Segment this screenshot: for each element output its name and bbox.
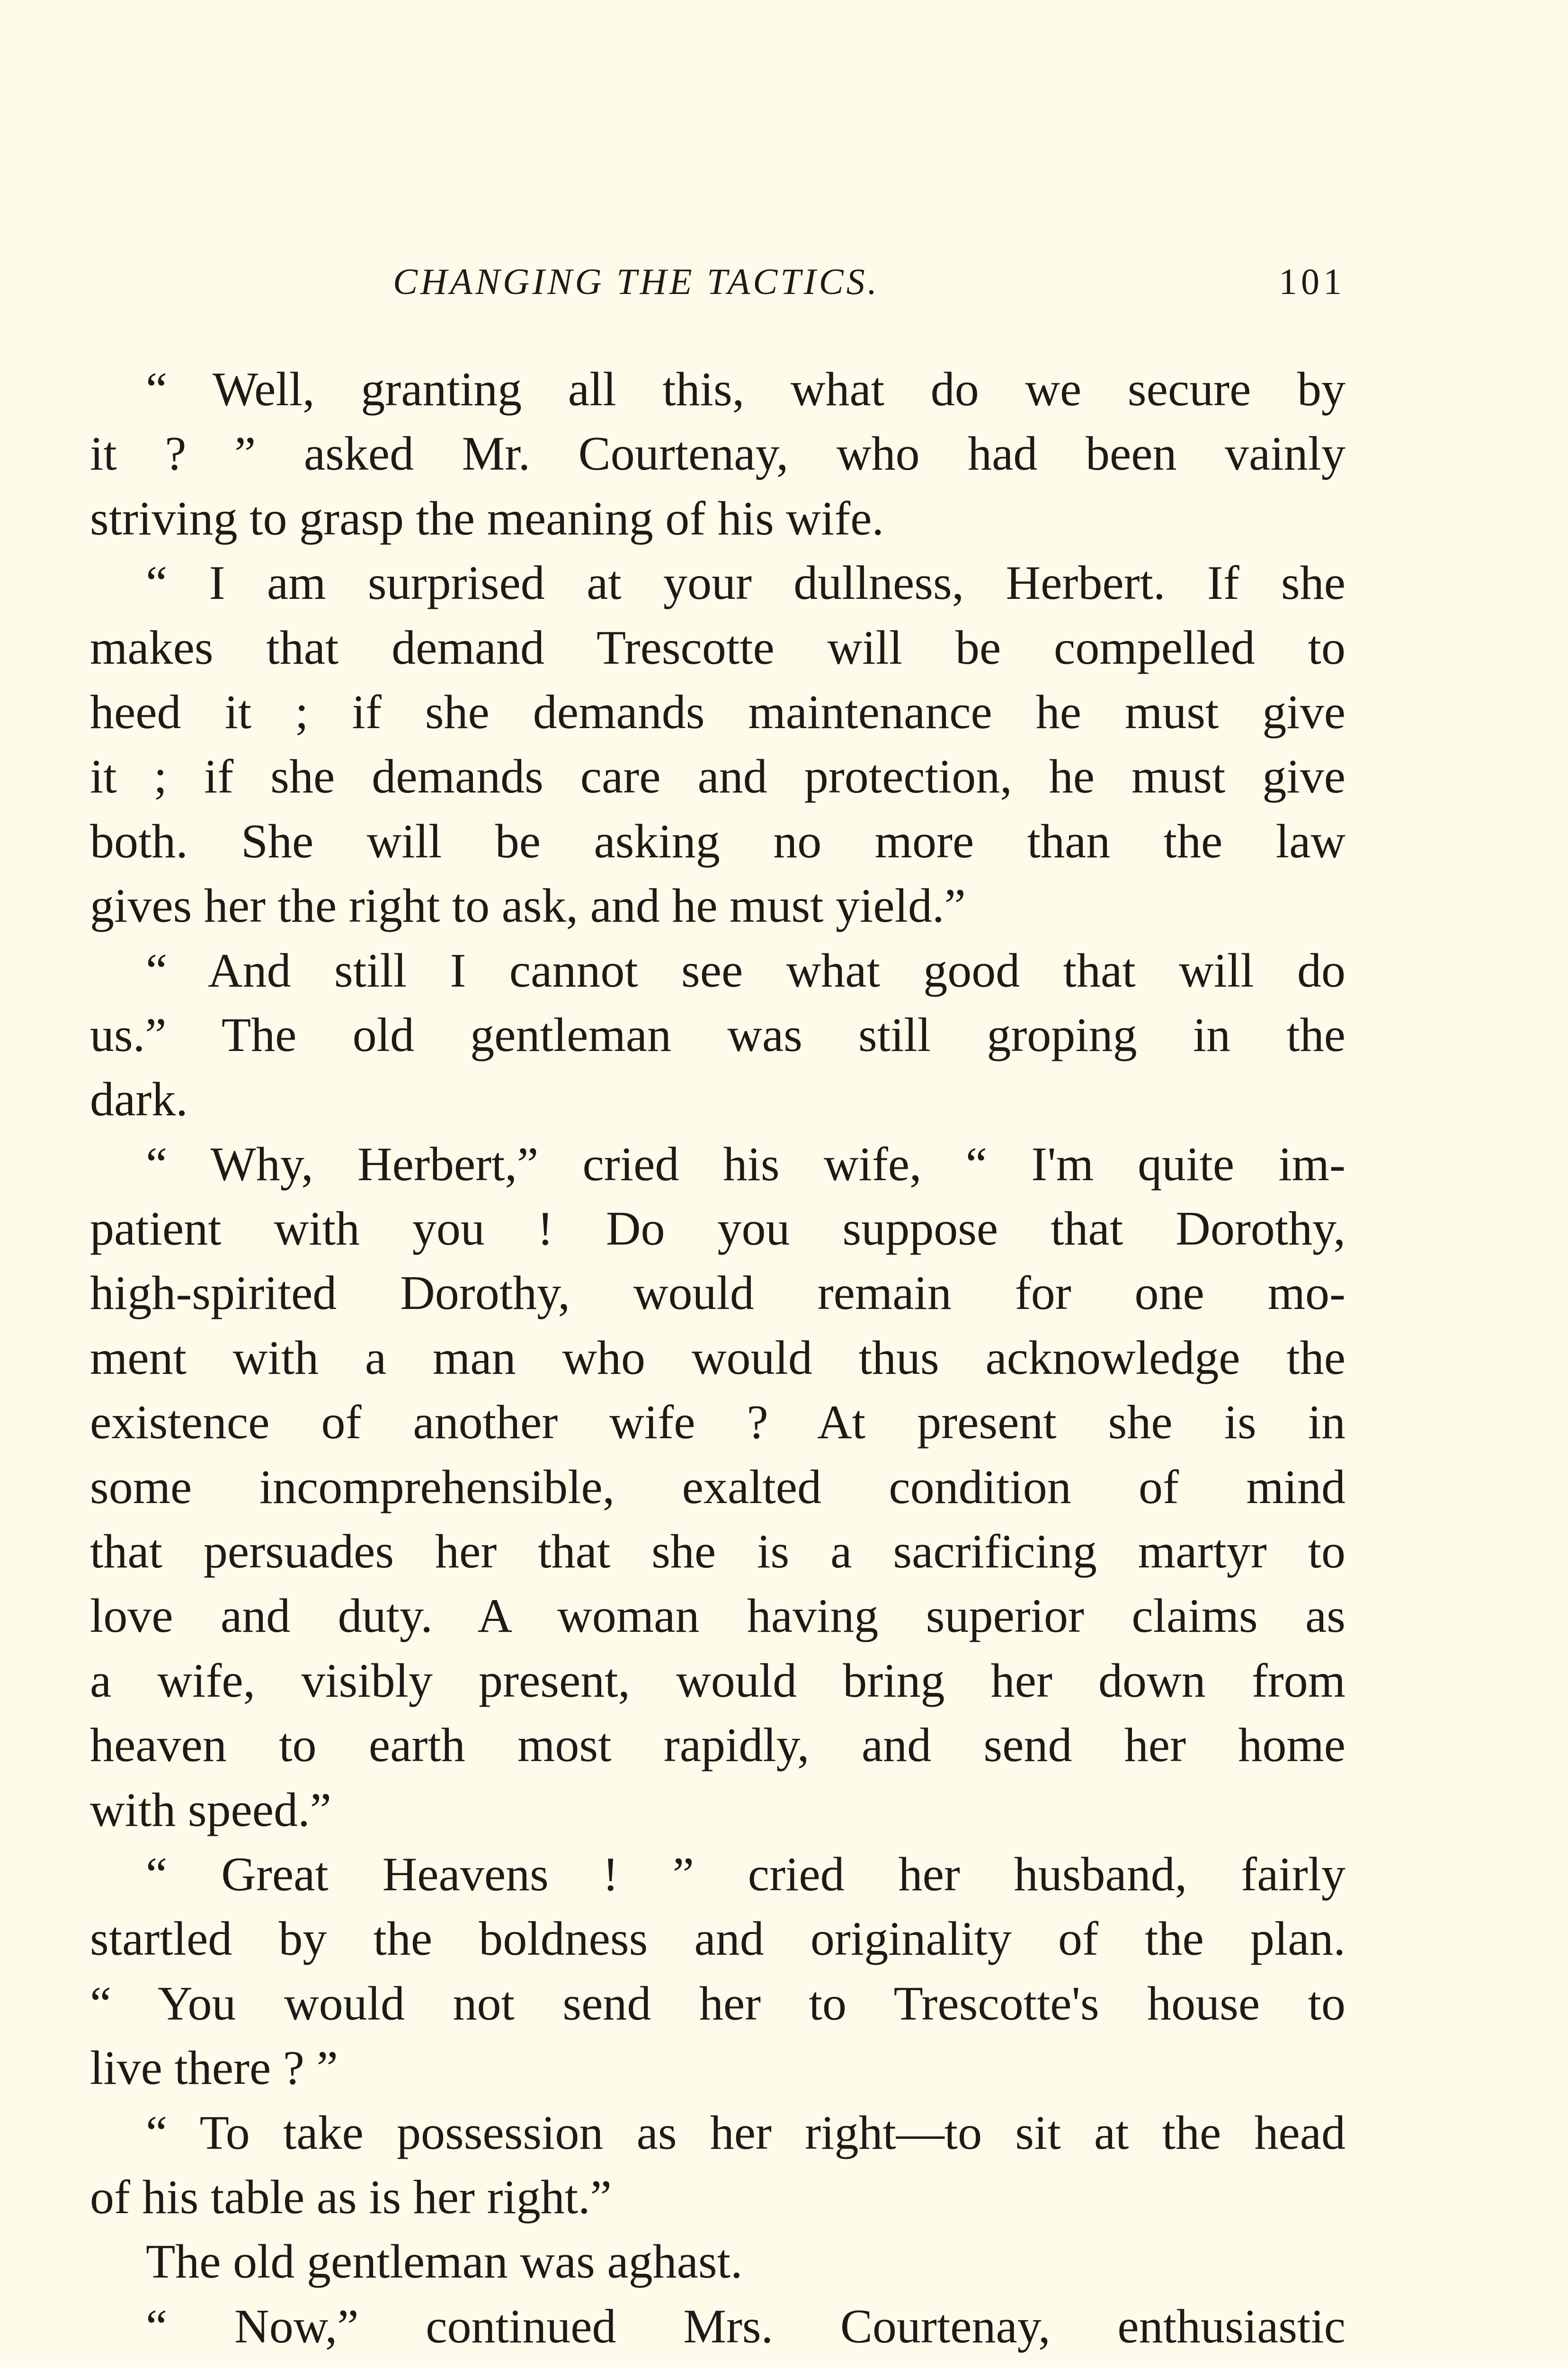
- text-line: it ; if she demands care and protection, he must give: [90, 750, 1345, 804]
- text-line: existence of another wife ? At present she is in: [90, 1396, 1345, 1450]
- body-text: [90, 357, 1345, 2359]
- text-line: that persuades her that she is a sacrificing martyr to: [90, 1525, 1345, 1579]
- text-line: patient with you ! Do you suppose that Dorothy,: [90, 1202, 1345, 1256]
- text-line: both. She will be asking no more than the law: [90, 814, 1345, 868]
- text-line: The old gentleman was aghast.: [146, 2235, 743, 2289]
- text-line: “ Now,” continued Mrs. Courtenay, enthusiastic: [146, 2299, 1345, 2353]
- text-line: heaven to earth most rapidly, and send her home: [90, 1718, 1345, 1772]
- text-line: a wife, visibly present, would bring her down from: [90, 1654, 1345, 1708]
- page-number: 101: [1279, 261, 1345, 302]
- text-line: some incomprehensible, exalted condition of mind: [90, 1460, 1345, 1514]
- text-line: of his table as is her right.”: [90, 2170, 612, 2224]
- text-line: ment with a man who would thus acknowledge the: [90, 1331, 1345, 1385]
- text-line: “ Well, granting all this, what do we secure by: [146, 363, 1345, 416]
- text-line: love and duty. A woman having superior claims as: [90, 1589, 1345, 1643]
- text-line: “ I am surprised at your dullness, Herbert. If she: [146, 556, 1345, 610]
- running-title: CHANGING THE TACTICS.: [393, 261, 880, 302]
- text-line: with speed.”: [90, 1783, 331, 1837]
- text-line: “ You would not send her to Trescotte's house to: [90, 1976, 1345, 2030]
- text-line: startled by the boldness and originality of the plan.: [90, 1912, 1345, 1966]
- text-line: “ Why, Herbert,” cried his wife, “ I'm quite im-: [146, 1137, 1345, 1191]
- text-line: “ Great Heavens ! ” cried her husband, fairly: [146, 1847, 1345, 1901]
- text-line: makes that demand Trescotte will be compelled to: [90, 621, 1345, 675]
- text-line: it ? ” asked Mr. Courtenay, who had been vainly: [90, 427, 1345, 481]
- text-line: heed it ; if she demands maintenance he must give: [90, 685, 1345, 739]
- text-line: dark.: [90, 1073, 188, 1127]
- text-line: “ To take possession as her right—to sit at the head: [146, 2106, 1345, 2160]
- text-line: “ And still I cannot see what good that will do: [146, 943, 1345, 997]
- text-line: live there ? ”: [90, 2041, 338, 2095]
- text-line: striving to grasp the meaning of his wife.: [90, 491, 884, 545]
- text-line: gives her the right to ask, and he must yield.”: [90, 879, 966, 933]
- text-line: us.” The old gentleman was still groping in the: [90, 1008, 1345, 1062]
- running-head: [90, 256, 1345, 308]
- text-line: high-spirited Dorothy, would remain for one mo-: [90, 1266, 1345, 1320]
